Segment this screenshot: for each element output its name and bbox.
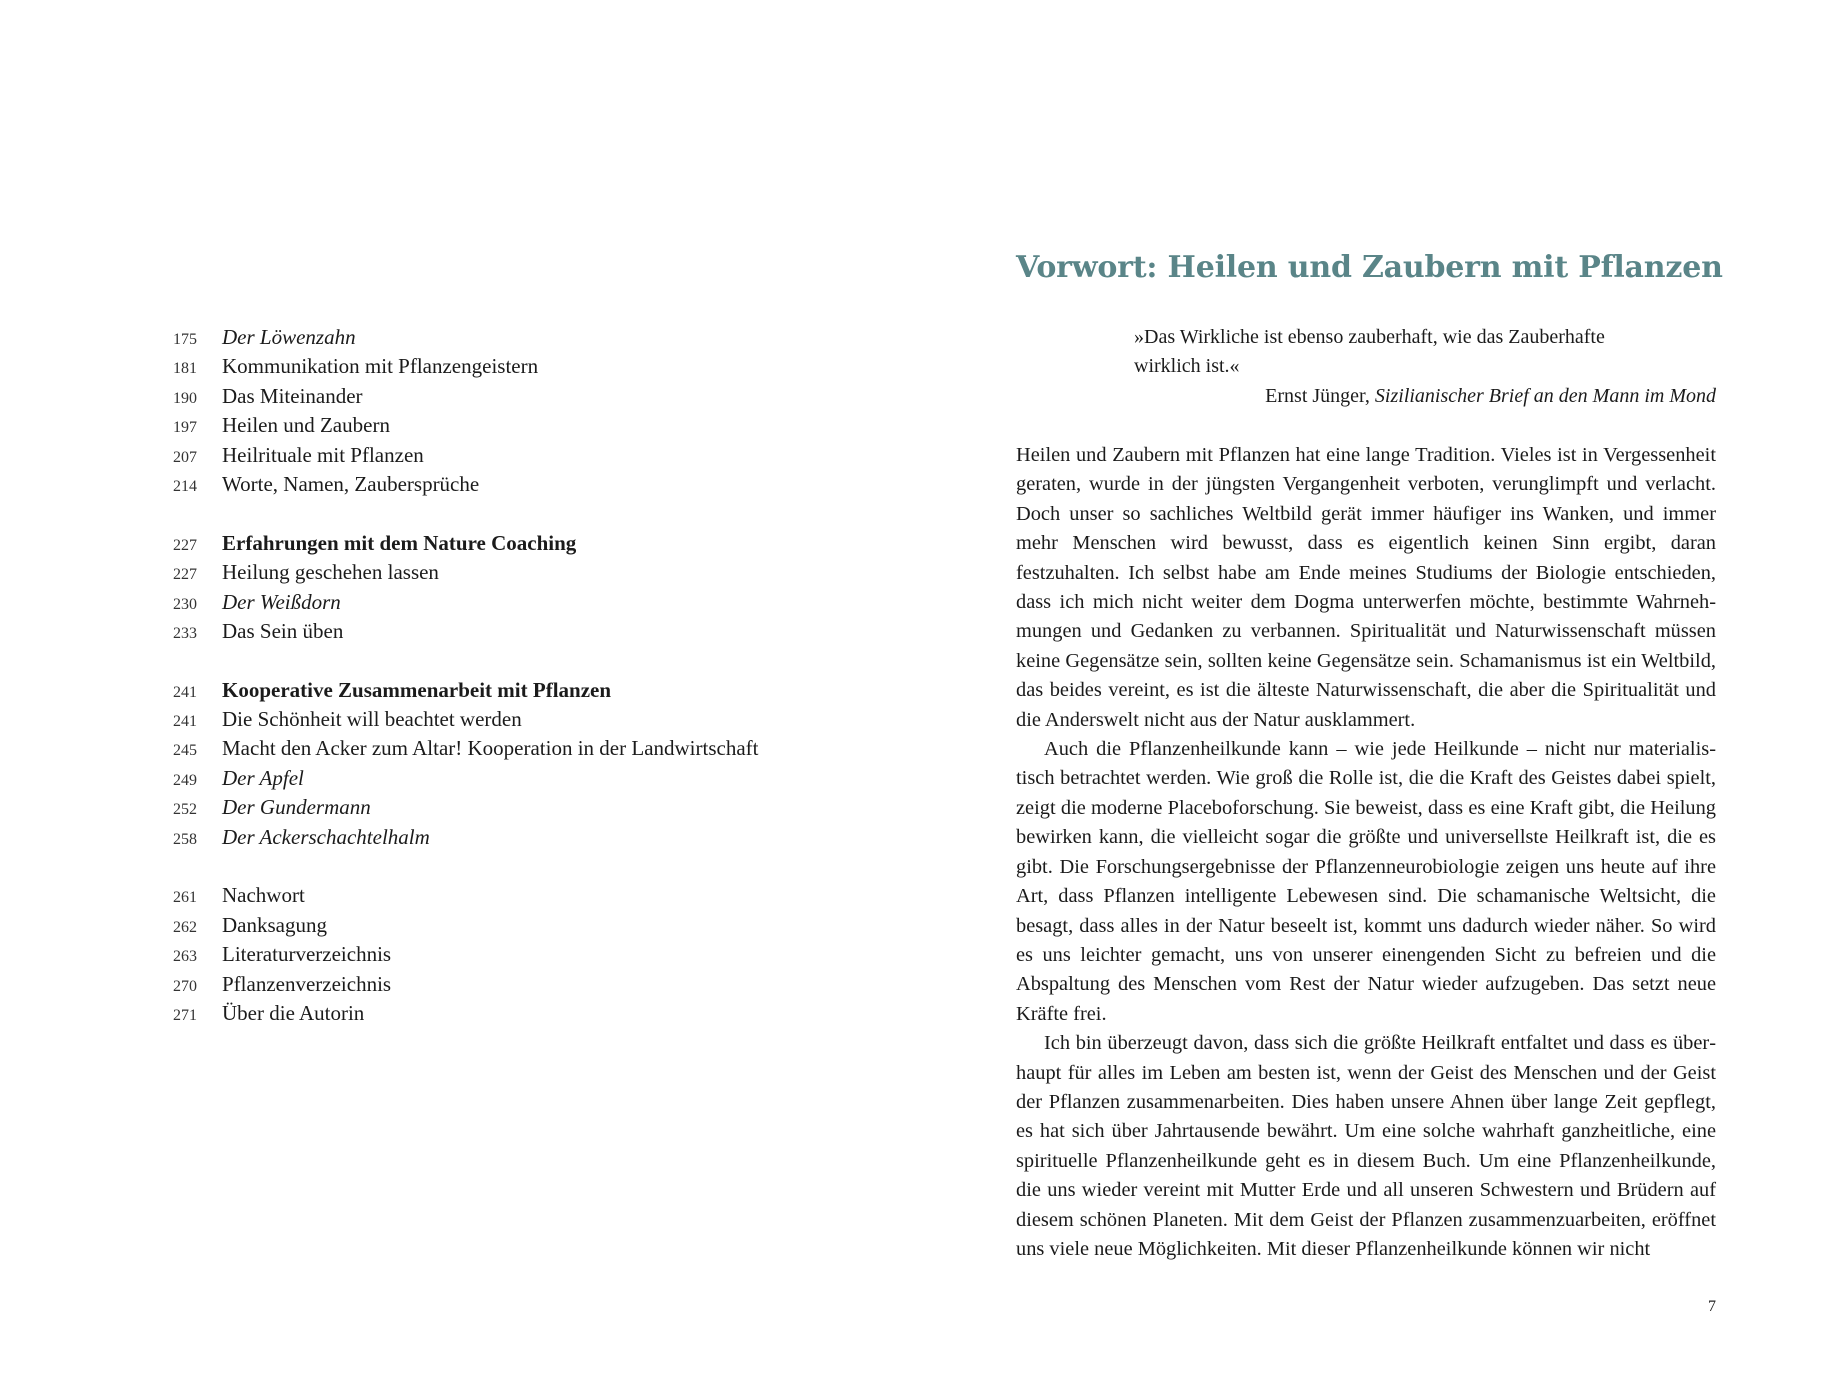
toc-entry-title: Der Gundermann — [222, 795, 371, 820]
epigraph-quote: »Das Wirkliche ist ebenso zauberhaft, wie das Zauberhafte wirklich ist.« — [1134, 326, 1605, 378]
toc-entry — [150, 999, 830, 1028]
toc-page-number: 227 — [173, 536, 197, 554]
toc-page-number: 271 — [173, 1006, 197, 1024]
toc-entry — [150, 558, 830, 587]
toc-entry — [150, 793, 830, 822]
toc-entry-title: Worte, Namen, Zaubersprüche — [222, 471, 480, 496]
paragraph: Heilen und Zaubern mit Pflanzen hat eine lange Tradition. Vieles ist in Vergessenheit geraten, wurde in der jüngsten Vergangenheit verboten, verunglimpft und verlacht. Doch unser so sachliches Weltbild gerät immer häufiger ins Wanken, und immer mehr Menschen wird bewusst, dass es eigentlich keinen Sinn ergibt, daran festzuhalten. Ich selbst habe am Ende meines Studiums der Biologie entschieden, dass ich mich nicht weiter dem Dogma unterwerfen möchte, bestimmte Wahrnehmungen und Gedanken zu verbannen. Spiritualität und Naturwissenschaft müssen keine Gegensätze sein, sollten keine Gegensätze sein. Schamanismus ist ein Weltbild, das beides vereint, es ist die älteste Naturwissenschaft, die aber die Spiritualität und die Anderswelt nicht aus der Natur ausklammert. — [1016, 444, 1716, 731]
toc-page-number: 262 — [173, 918, 197, 936]
toc-page-number: 249 — [173, 771, 197, 789]
paragraph: Ich bin überzeugt davon, dass sich die größte Heilkraft entfaltet und dass es überhaupt für alles im Leben am besten ist, wenn der Geist des Menschen und der Geist der Pflanzen zusammenarbeiten. Dies haben unsere Ahnen über lange Zeit gepflegt, es hat sich über Jahrtausende bewährt. Um eine solche wahrhaft ganzheitliche, eine spirituelle Pflanzenheilkunde geht es in diesem Buch. Um eine Pflanzenheilkunde, die uns wieder vereint mit Mutter Erde und all unseren Schwestern und Brüdern auf diesem schönen Planeten. Mit dem Geist der Pflanzen zusammenzuarbeiten, eröffnet uns viele neue Möglichkeiten. Mit dieser Pflanzenheilkunde können wir nicht — [1016, 1032, 1716, 1260]
toc-entry-title: Der Ackerschachtelhalm — [222, 824, 430, 849]
toc-entry-title: Kooperative Zusammenarbeit mit Pflanzen — [222, 677, 612, 702]
toc-entry — [150, 881, 830, 910]
foreword-body — [1016, 441, 1716, 1264]
toc-entry — [150, 352, 830, 381]
toc-entry-title: Literaturverzeichnis — [222, 942, 392, 967]
toc-page-number: 241 — [173, 683, 197, 701]
toc-entry-title: Nachwort — [222, 883, 305, 908]
toc-entry-title: Danksagung — [222, 912, 327, 937]
toc-page-number: 252 — [173, 801, 197, 819]
page-number: 7 — [1708, 1298, 1716, 1315]
toc-page-number: 197 — [173, 419, 197, 437]
toc-entry — [150, 970, 830, 999]
toc-entry-title: Heilrituale mit Pflanzen — [222, 442, 424, 467]
toc-entry-title: Das Sein üben — [222, 618, 344, 643]
epigraph-author: Ernst Jünger, — [1265, 384, 1375, 407]
toc-page-number: 190 — [173, 389, 197, 407]
toc-page-number: 233 — [173, 624, 197, 642]
paragraph: Auch die Pflanzenheilkunde kann – wie jede Heilkunde – nicht nur materialistisch betrachtet werden. Wie groß die Rolle ist, die die Kraft des Geistes dabei spielt, zeigt die moderne Placeboforschung. Sie beweist, dass es eine Kraft gibt, die Heilung bewirken kann, die vielleicht sogar die größte und universellste Heilkraft ist, die es gibt. Die Forschungsergebnisse der Pflanzenneurobiologie zeigen uns heute auf ihre Art, dass Pflanzen intelligente Lebewesen sind. Die schamanische Weltsicht, die besagt, dass alles in der Natur beseelt ist, kommt uns dadurch wieder näher. So wird es uns leichter gemacht, uns von unserer einengenden Sicht zu befreien und die Abspaltung des Menschen vom Rest der Natur wieder aufzugeben. Das setzt neue Kräfte frei. — [1016, 738, 1716, 1025]
toc-entry — [150, 323, 830, 352]
toc-entry-title: Pflanzenverzeichnis — [222, 971, 392, 996]
toc-page-number: 258 — [173, 830, 197, 848]
toc-entry-title: Heilen und Zaubern — [222, 413, 390, 438]
toc-entry — [150, 911, 830, 940]
toc-entry — [150, 441, 830, 470]
epigraph — [1016, 323, 1716, 411]
toc-page-number: 181 — [173, 360, 197, 378]
toc-entry-title: Kommunikation mit Pflanzengeistern — [222, 354, 539, 379]
toc-entry — [150, 734, 830, 763]
toc-entry — [150, 588, 830, 617]
toc-entry — [150, 676, 830, 705]
toc-entry-title: Das Miteinander — [222, 383, 363, 408]
epigraph-work: Sizilianischer Brief an den Mann im Mond — [1374, 384, 1716, 407]
toc-entry-title: Der Apfel — [222, 765, 304, 790]
toc-page-number: 263 — [173, 948, 197, 966]
toc-entry-title: Erfahrungen mit dem Nature Coaching — [222, 530, 577, 555]
toc-entry-title: Der Löwenzahn — [222, 325, 356, 349]
table-of-contents — [150, 323, 830, 1028]
toc-page-number: 175 — [173, 331, 197, 348]
toc-entry-title: Die Schönheit will beachtet werden — [222, 707, 522, 732]
toc-entry — [150, 705, 830, 734]
toc-page-number: 241 — [173, 713, 197, 731]
toc-entry — [150, 382, 830, 411]
epigraph-source — [1016, 382, 1716, 411]
toc-entry — [150, 617, 830, 646]
chapter-title: Vorwort: Heilen und Zaubern mit Pflanzen — [1016, 250, 1723, 285]
toc-page-number: 214 — [173, 477, 197, 495]
toc-page-number: 245 — [173, 742, 197, 760]
toc-entry — [150, 470, 830, 499]
toc-entry-title: Heilung geschehen lassen — [222, 560, 439, 585]
toc-entry — [150, 940, 830, 969]
toc-entry — [150, 764, 830, 793]
toc-page-number: 230 — [173, 595, 197, 613]
toc-page-number: 227 — [173, 566, 197, 584]
toc-page-number: 261 — [173, 889, 197, 907]
toc-entry-title: Der Weißdorn — [222, 589, 341, 614]
toc-entry-title: Über die Autorin — [222, 1000, 365, 1025]
toc-entry — [150, 529, 830, 558]
toc-entry — [150, 411, 830, 440]
toc-page-number: 270 — [173, 977, 197, 995]
toc-entry — [150, 823, 830, 852]
toc-entry-title: Macht den Acker zum Altar! Kooperation in der Landwirtschaft — [222, 736, 759, 761]
toc-page-number: 207 — [173, 448, 197, 466]
